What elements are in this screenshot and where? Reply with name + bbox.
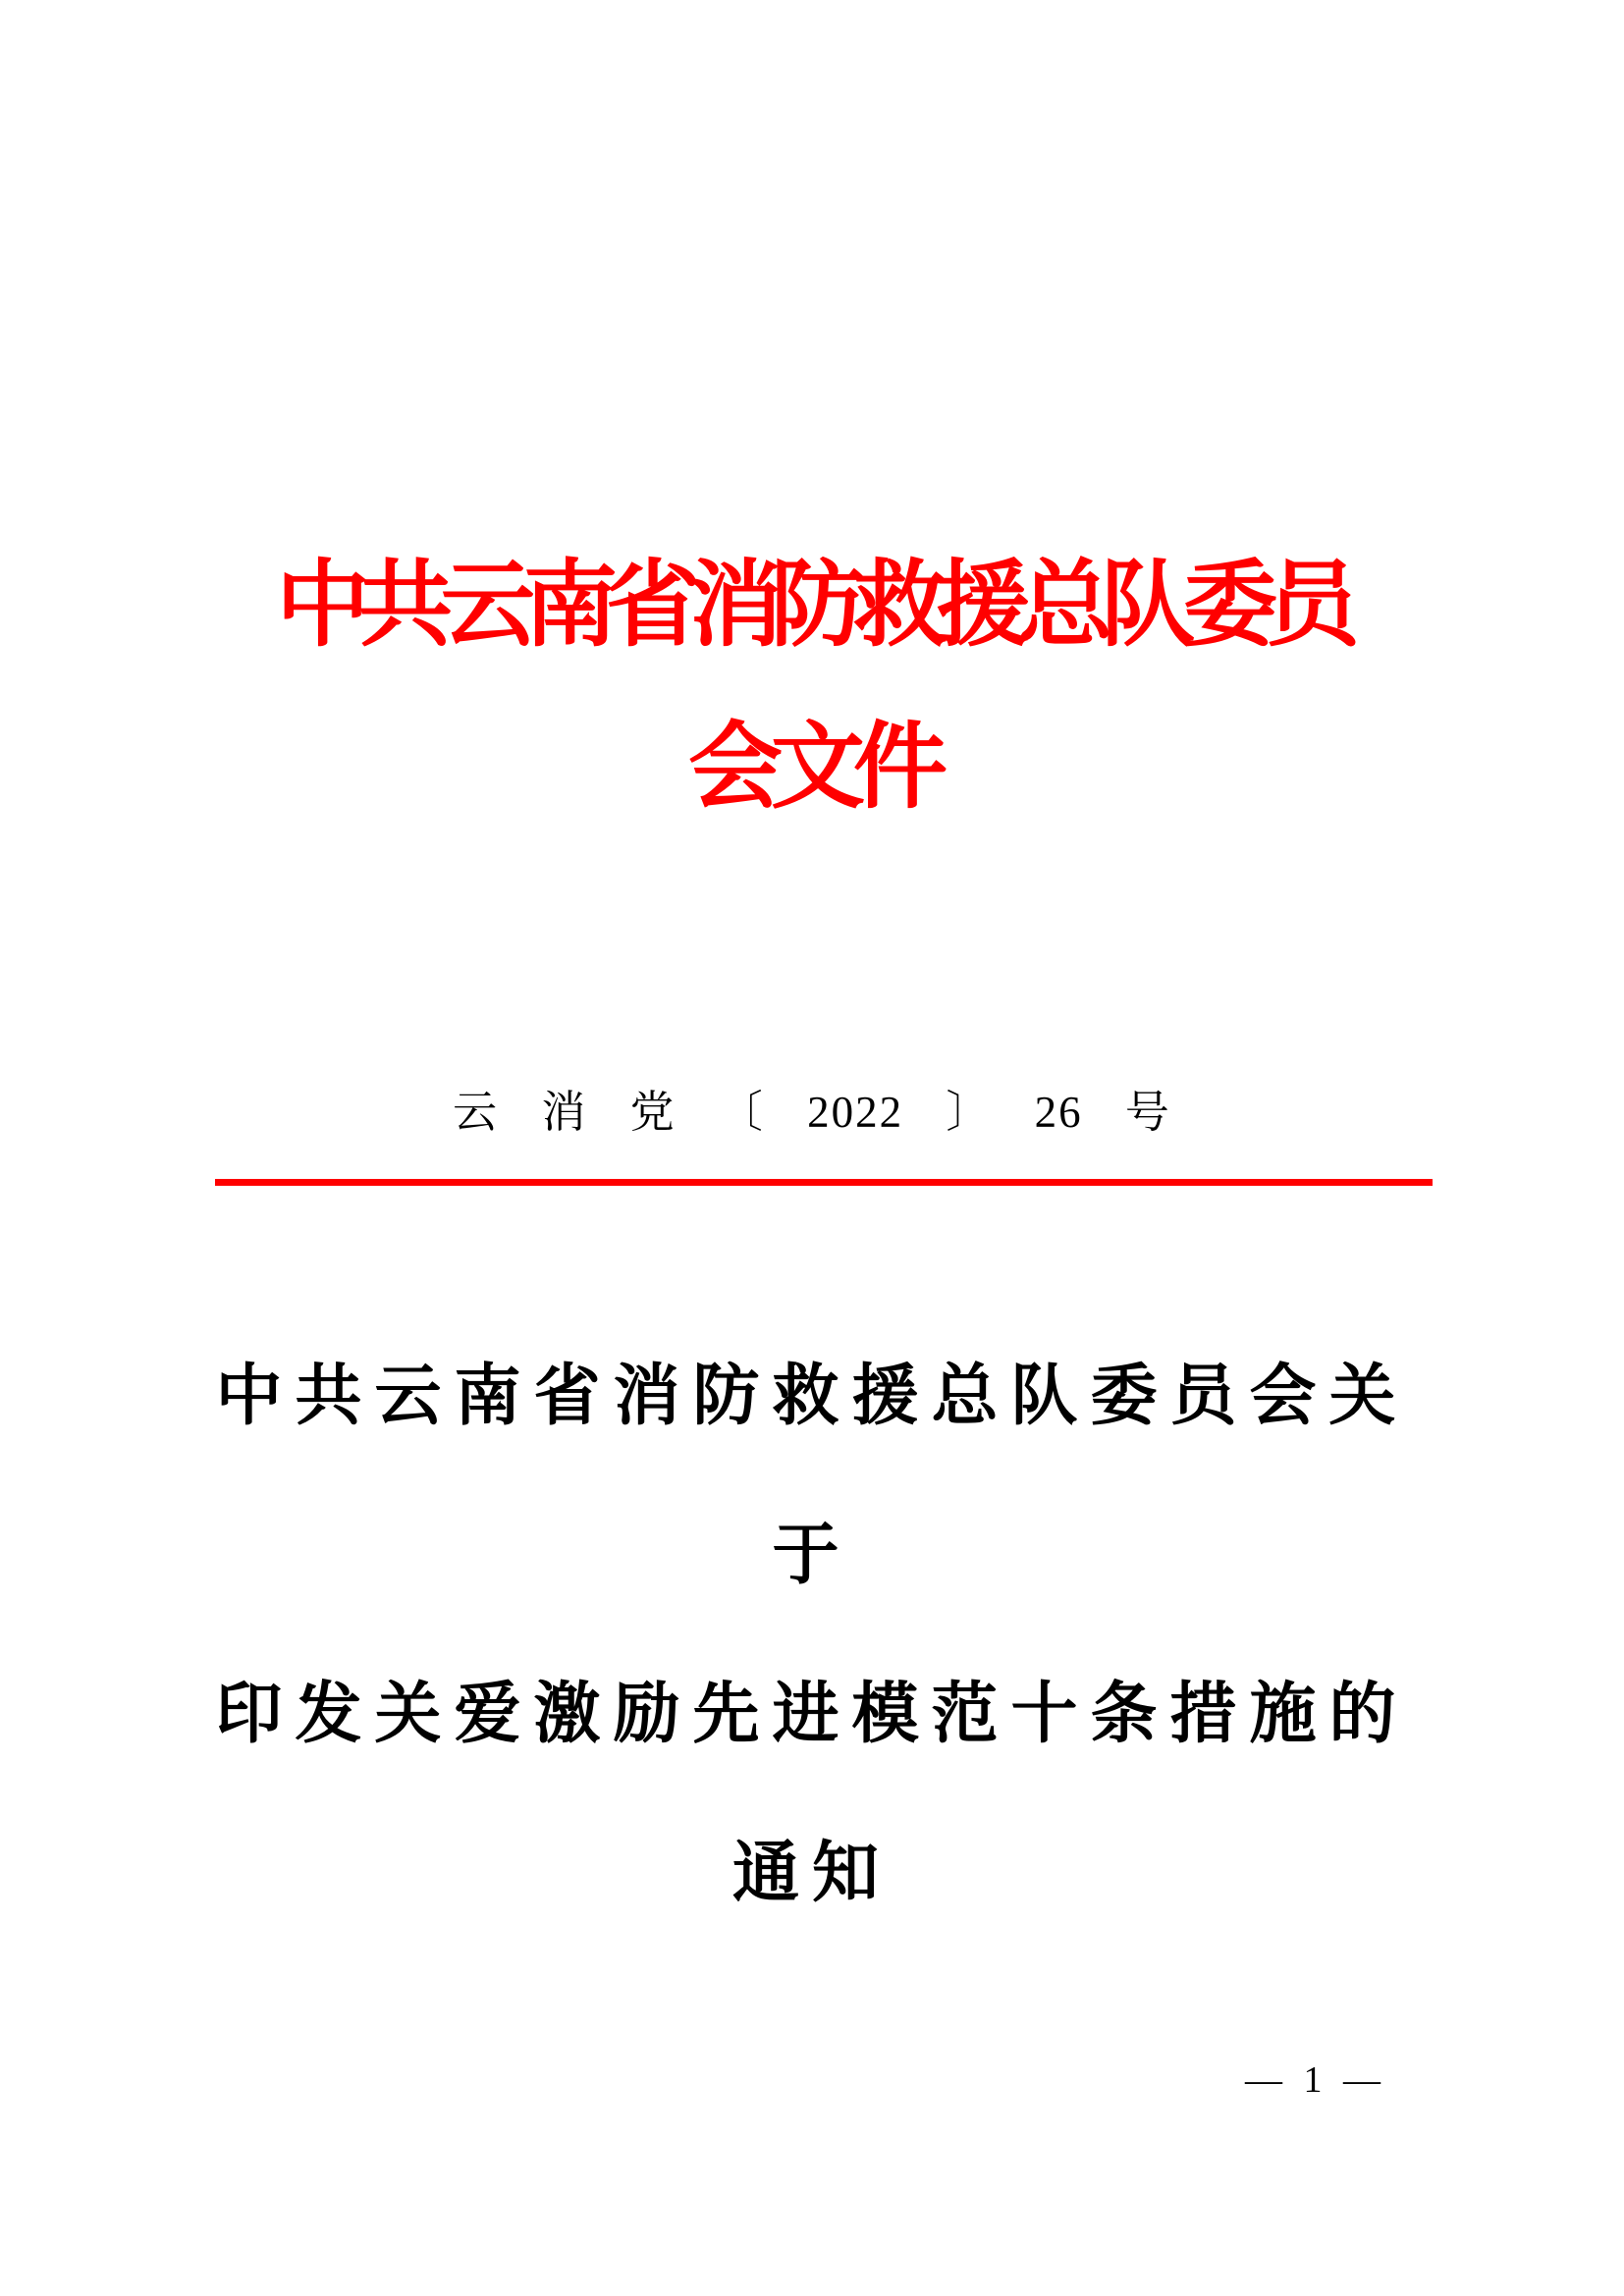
document-title-line2: 于 bbox=[772, 1518, 852, 1592]
document-title-line4: 通知 bbox=[731, 1836, 892, 1910]
page-number: — 1 — bbox=[1245, 2059, 1386, 2101]
letterhead-title bbox=[0, 524, 1624, 848]
document-title bbox=[0, 1316, 1624, 1952]
letterhead-title-line2: 会文件 bbox=[688, 715, 936, 820]
document-title-line3: 印发关爱激励先进模范十条措施的 bbox=[215, 1677, 1409, 1751]
document-number: 云 消 党 〔 2022 〕 26 号 bbox=[453, 1088, 1171, 1137]
document-title-line1: 中共云南省消防救援总队委员会关 bbox=[215, 1359, 1409, 1433]
letterhead-title-line1: 中共云南省消防救援总队委员 bbox=[276, 553, 1348, 658]
red-divider-line bbox=[215, 1179, 1433, 1186]
